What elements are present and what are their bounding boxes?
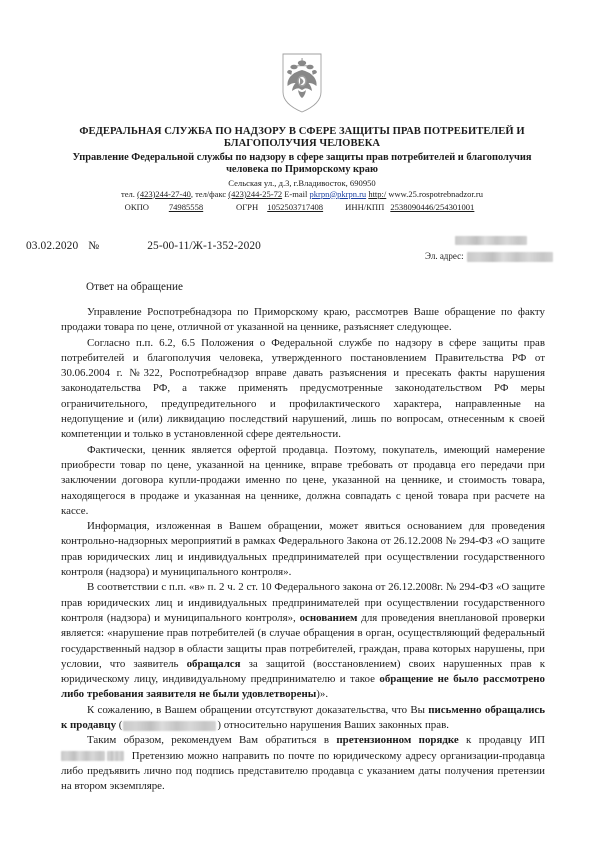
body-paragraph — [61, 443, 545, 519]
organization-contacts: тел. (423)244-27-40, тел/факс (423)244-25-72 E-mail pkrpn@pkrpn.ru http:/ www.25.rospotrebnadzor.ru — [121, 188, 483, 199]
ogrn-label: ОГРН — [236, 202, 259, 213]
website-label: http:/ — [368, 188, 387, 199]
emblem-container — [0, 52, 604, 114]
organization-address: Сельская ул., д.3, г.Владивосток, 690950 — [228, 178, 376, 188]
recipient-name-redacted — [455, 236, 527, 245]
body-text: ( — [116, 719, 123, 732]
body-text: Согласно п.п. 6.2, 6.5 Положения о Федеральной службе по надзору в сфере защиты прав потребителей и благополучия человека, утвержденного постановлением Правительства РФ от 30.06.2004 г. №322, Роспотребнадзор вправе давать разъяснения и пресекать факты нарушения законодательства РФ, а также применять предусмотренные законодательством РФ меры ограничительного, предупредительного и профилактического характера, направленные на недопущение и (или) ликвидацию последствий нарушений, лишь по вопросам, отнесенным к своей компетенции и только в установленной сфере деятельности. — [61, 336, 545, 441]
body-text: Информация, изложенная в Вашем обращении, может явиться основанием для проведения контрольно-надзорных мероприятий в рамках Федерального Закона от 26.12.2008 № 294-ФЗ «О защите прав юридических лиц и индивидуальных предпринимателей при осуществлении государственного контроля (надзора) и муниципального контроля». — [61, 520, 545, 579]
inn-kpp-value: 2538090446/254301001 — [390, 202, 475, 213]
fax-number: (423)244-25-72 — [228, 188, 283, 199]
body-text: Претензию можно направить по почте по юридическому адресу организации-продавца либо предъявить лично под подпись представителю продавца с указанием даты получения претензии на втором экземпляре. — [61, 749, 545, 793]
document-body — [61, 305, 545, 795]
body-paragraph — [61, 336, 545, 443]
website-link[interactable]: www.25.rospotrebnadzor.ru — [388, 188, 483, 199]
body-text: Фактически, ценник является офертой продавца. Поэтому, покупатель, имеющий намерение приобрести товар по цене, указанной на ценнике, вправе требовать от продавца его передачи при заключении договора купли-продажи именно по цене, указанной на ценнике, и стоимость товара, находящегося в продаже и указанная на ценнике, должна совпадать с ценой товара при расчете на кассе. — [61, 443, 545, 517]
emphasized-text: основанием — [299, 611, 358, 624]
department-title: Управление Федеральной службы по надзору в сфере защиты прав потребителей и благополучия человека по Приморскому краю — [72, 151, 532, 176]
inline-redacted-text — [123, 721, 216, 731]
body-paragraph — [61, 703, 545, 734]
body-paragraph — [61, 733, 545, 794]
inline-redacted-text — [107, 751, 124, 761]
recipient-email-row — [425, 251, 553, 262]
recipient-email-redacted — [467, 252, 553, 262]
body-paragraph — [61, 519, 545, 580]
inline-redacted-text — [61, 751, 105, 761]
phone-label: тел. — [121, 188, 135, 199]
okpo-value: 74985558 — [168, 202, 204, 213]
recipient-email-label: Эл. адрес: — [425, 251, 464, 261]
registration-line — [26, 240, 261, 252]
body-paragraph — [61, 305, 545, 336]
ogrn-value: 1052503717408 — [267, 202, 324, 213]
body-text: ) относительно нарушения Ваших законных прав. — [217, 719, 449, 732]
fax-label: тел/факс — [195, 188, 227, 199]
body-text: Управление Роспотребнадзора по Приморскому краю, рассмотрев Ваше обращение по факту продажи товара по цене, отличной от указанной на ценнике, разъясняет следующее. — [61, 306, 545, 334]
emphasized-text: письменно обращались к продавцу — [61, 703, 545, 732]
emphasized-text: претензионном порядке — [336, 734, 459, 747]
number-symbol: № — [88, 240, 100, 252]
body-paragraph — [61, 580, 545, 702]
registration-number: 25-00-11/Ж-1-352-2020 — [147, 240, 261, 252]
emphasized-text: обращался — [186, 657, 241, 670]
letterhead — [58, 126, 546, 213]
okpo-label: ОКПО — [124, 202, 149, 213]
body-text: К сожалению, в Вашем обращении отсутствуют доказательства, что Вы — [87, 703, 429, 716]
inn-kpp-label: ИНН/КПП — [345, 202, 385, 213]
russian-coat-of-arms-icon — [279, 52, 325, 114]
body-text: к продавцу ИП — [458, 734, 545, 747]
registration-date: 03.02.2020 — [26, 240, 79, 252]
registration-codes — [58, 201, 546, 213]
body-text: для проведения внеплановой проверки является: «нарушение прав потребителей (в случае обращения в орган, осуществляющий федеральный государственный надзор в области защиты прав потребителей, граждан, права которых нарушены, при условии, что заявитель — [61, 611, 545, 670]
body-text: )». — [316, 688, 329, 701]
body-text: Таким образом, рекомендуем Вам обратиться в — [87, 734, 337, 747]
document-subject: Ответ на обращение — [86, 281, 183, 293]
email-label: E-mail — [284, 188, 308, 199]
organization-title: ФЕДЕРАЛЬНАЯ СЛУЖБА ПО НАДЗОРУ В СФЕРЕ ЗАЩИТЫ ПРАВ ПОТРЕБИТЕЛЕЙ И БЛАГОПОЛУЧИЯ ЧЕЛОВЕКА — [79, 126, 525, 150]
emphasized-text: обращение не было рассмотрено либо требования заявителя не были удовлетворены — [61, 673, 545, 701]
body-text: за защитой (восстановлением) своих нарушенных прав к юридическому лицу, индивидуальному предпринимателю и такое — [61, 657, 545, 686]
body-text: В соответствии с п.п. «в» п. 2 ч. 2 ст. 10 Федерального закона от 26.12.2008г. № 294-ФЗ «О защите прав юридических лиц и индивидуальных предпринимателей при осуществлении государственного контроля (надзора) и муниципального контроля», — [61, 581, 545, 624]
phone-number: (423)244-27-40 — [137, 188, 191, 199]
email-link[interactable]: pkrpn@pkrpn.ru — [309, 188, 367, 199]
